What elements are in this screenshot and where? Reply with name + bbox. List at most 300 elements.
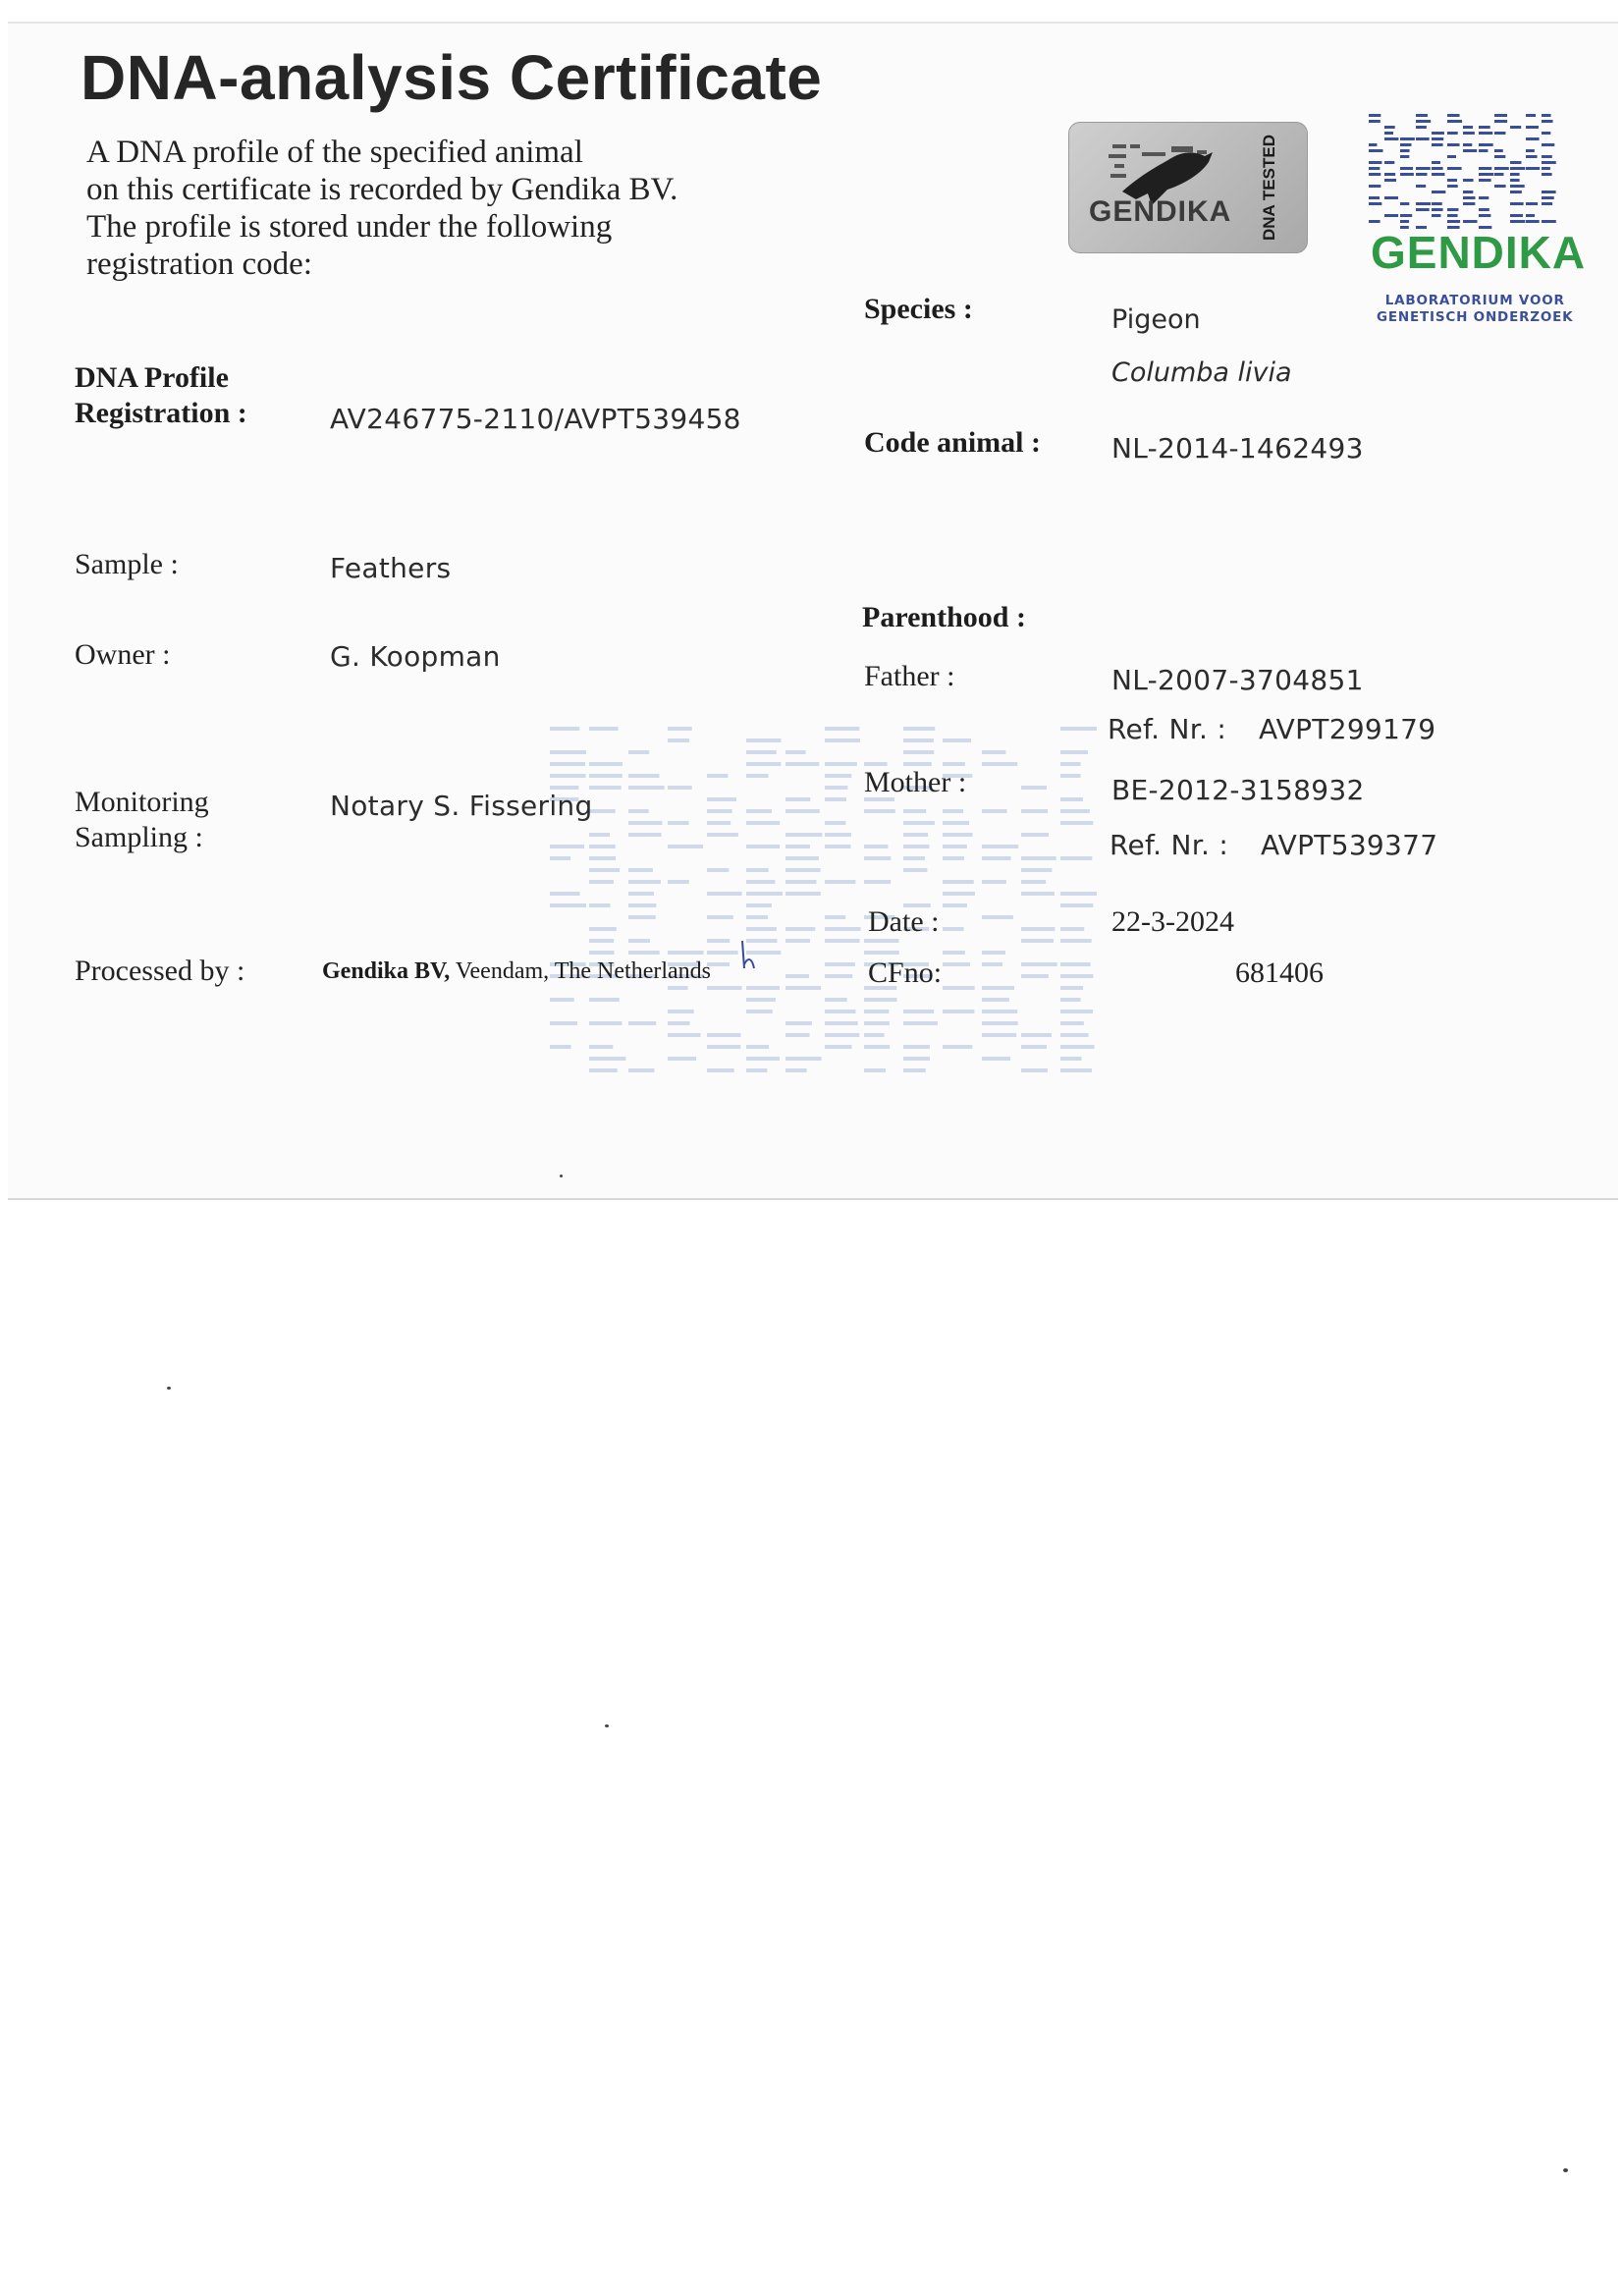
dash-mark <box>628 951 660 955</box>
dash-mark <box>1021 927 1055 931</box>
dash-mark <box>1542 143 1554 146</box>
species-latin: Columba livia <box>1111 357 1292 388</box>
dash-mark <box>825 738 860 742</box>
dash-mark <box>1400 155 1409 158</box>
dash-mark <box>1494 149 1503 152</box>
dash-mark <box>1510 126 1521 129</box>
dash-mark <box>589 927 617 931</box>
dash-mark <box>1432 208 1443 211</box>
dash-mark <box>628 821 662 825</box>
dash-mark <box>1021 786 1047 790</box>
dash-mark <box>668 1021 689 1025</box>
dash-mark <box>1400 167 1413 170</box>
dash-mark <box>943 833 973 837</box>
dash-mark <box>1060 939 1092 943</box>
dash-mark <box>1463 126 1473 129</box>
dash-mark <box>589 856 616 860</box>
dash-mark <box>1416 120 1431 123</box>
dash-mark <box>746 880 775 884</box>
dash-mark <box>1494 173 1503 176</box>
dash-mark <box>1432 167 1443 170</box>
intro-line: A DNA profile of the specified animal <box>86 135 583 170</box>
dash-mark <box>1526 126 1539 129</box>
dash-mark <box>1432 132 1444 135</box>
dash-mark <box>1447 220 1460 223</box>
father-value: NL-2007-3704851 <box>1111 664 1364 696</box>
dash-mark <box>1060 797 1083 801</box>
dash-mark <box>943 903 967 907</box>
dash-mark <box>1542 161 1556 164</box>
dash-mark <box>982 750 1005 754</box>
dash-mark <box>1384 173 1395 176</box>
dash-mark <box>825 1033 859 1037</box>
signature-mark <box>734 939 764 978</box>
dash-mark <box>903 1021 938 1025</box>
dash-mark <box>825 927 861 931</box>
dash-mark <box>1384 179 1396 182</box>
dash-mark <box>825 939 860 943</box>
dash-mark <box>943 951 965 955</box>
processed-label: Processed by : <box>75 955 245 987</box>
dash-mark <box>746 868 769 872</box>
dash-mark <box>1447 143 1460 146</box>
dash-mark <box>785 809 820 813</box>
dash-mark <box>707 1045 740 1049</box>
watermark-logo <box>550 727 1100 1080</box>
dash-mark <box>668 1057 696 1061</box>
dash-mark <box>1510 167 1525 170</box>
dash-mark <box>1060 1033 1088 1037</box>
dash-mark <box>982 986 1014 990</box>
dash-mark <box>1369 220 1380 223</box>
dash-mark <box>1510 220 1525 223</box>
dash-mark <box>1369 196 1380 199</box>
dash-mark <box>746 1057 780 1061</box>
dna-tested-sticker <box>1068 122 1308 253</box>
dash-mark <box>550 774 585 778</box>
dash-mark <box>1542 196 1554 199</box>
dash-mark <box>746 892 783 896</box>
intro-line: The profile is stored under the following <box>86 209 613 245</box>
dash-mark <box>550 845 584 848</box>
sticker-side-text: DNA TESTED <box>1260 135 1278 241</box>
dash-mark <box>1060 727 1097 731</box>
dash-mark <box>1479 143 1493 146</box>
dash-mark <box>1479 214 1490 217</box>
dash-mark <box>550 892 580 896</box>
dash-mark <box>1384 161 1394 164</box>
dash-mark <box>864 856 891 860</box>
dash-mark <box>864 1045 890 1049</box>
dash-mark <box>982 809 1007 813</box>
dash-mark <box>707 833 738 837</box>
dash-mark <box>1021 868 1052 872</box>
dash-mark <box>668 845 703 848</box>
dash-mark <box>903 727 935 731</box>
dash-mark <box>746 1068 767 1072</box>
dash-mark <box>785 833 822 837</box>
dash-mark <box>825 727 859 731</box>
dash-mark <box>707 797 736 801</box>
scan-speck <box>605 1724 609 1727</box>
dash-mark <box>1060 750 1088 754</box>
dash-mark <box>785 1068 807 1072</box>
monitoring-label-2: Sampling : <box>75 821 203 853</box>
dash-mark <box>589 762 623 766</box>
dash-mark <box>1526 202 1538 205</box>
dash-mark <box>825 880 855 884</box>
dash-mark <box>668 986 688 990</box>
dash-mark <box>1510 202 1524 205</box>
dash-mark <box>903 856 925 860</box>
dash-mark <box>1060 927 1084 931</box>
dash-mark <box>1060 892 1097 896</box>
cfno-value: 681406 <box>1235 957 1324 989</box>
father-ref-label: Ref. Nr. : <box>1108 713 1227 745</box>
mother-ref-label: Ref. Nr. : <box>1110 829 1229 861</box>
dash-mark <box>1060 986 1083 990</box>
dash-mark <box>1060 821 1093 825</box>
dash-mark <box>707 1068 734 1072</box>
mother-label: Mother : <box>864 766 967 798</box>
dash-mark <box>864 809 895 813</box>
dash-mark <box>903 1057 930 1061</box>
scan-speck <box>167 1387 171 1390</box>
dash-mark <box>1432 137 1443 140</box>
dash-mark <box>1447 132 1458 135</box>
dash-mark <box>903 821 935 825</box>
dash-mark <box>1416 208 1430 211</box>
dash-mark <box>825 786 847 790</box>
dash-mark <box>1526 167 1540 170</box>
dash-mark <box>589 727 618 731</box>
dash-mark <box>668 951 703 955</box>
dash-mark <box>785 797 810 801</box>
date-label: Date : <box>868 905 940 938</box>
dash-mark <box>589 868 620 872</box>
dash-mark <box>550 762 585 766</box>
dash-mark <box>707 821 731 825</box>
dash-mark <box>1369 202 1381 205</box>
dash-mark <box>903 845 930 848</box>
dash-mark <box>746 998 776 1002</box>
dash-mark <box>746 738 781 742</box>
dash-mark <box>864 939 899 943</box>
dash-mark <box>785 856 819 860</box>
dash-mark <box>785 939 810 943</box>
dash-mark <box>1432 161 1440 164</box>
dash-mark <box>825 1010 856 1013</box>
logo-sub-line: LABORATORIUM VOOR <box>1384 293 1565 308</box>
sample-label: Sample : <box>75 548 179 580</box>
scan-speck <box>560 1175 563 1177</box>
dash-mark <box>785 1033 809 1037</box>
dash-mark <box>1542 220 1556 223</box>
dash-mark <box>1526 149 1535 152</box>
dash-mark <box>589 880 614 884</box>
dash-mark <box>746 915 768 919</box>
dash-mark <box>903 809 926 813</box>
dash-mark <box>1463 149 1477 152</box>
dash-mark <box>1060 998 1080 1002</box>
dash-mark <box>943 821 969 825</box>
intro-text <box>86 134 677 283</box>
dash-mark <box>1416 137 1430 140</box>
dash-mark <box>943 1045 972 1049</box>
dash-mark <box>903 750 934 754</box>
dash-mark <box>589 1045 613 1049</box>
dash-mark <box>746 762 781 766</box>
intro-line: on this certificate is recorded by Gendika BV. <box>86 172 678 207</box>
dash-mark <box>707 939 730 943</box>
dash-mark <box>982 962 1002 966</box>
dash-mark <box>864 1010 889 1013</box>
dash-mark <box>1369 149 1382 152</box>
dash-mark <box>864 1068 886 1072</box>
dash-mark <box>982 915 1013 919</box>
code-animal-value: NL-2014-1462493 <box>1111 432 1364 465</box>
dash-mark <box>1400 220 1409 223</box>
dash-mark <box>1479 149 1488 152</box>
dash-mark <box>1494 185 1506 188</box>
dash-mark <box>668 880 689 884</box>
dash-mark <box>1416 126 1427 129</box>
dash-mark <box>943 927 963 931</box>
dash-mark <box>628 939 650 943</box>
dash-mark <box>982 1010 1017 1013</box>
dash-mark <box>1510 161 1521 164</box>
species-label: Species : <box>864 293 973 325</box>
dash-mark <box>1400 143 1411 146</box>
dash-mark <box>1479 179 1491 182</box>
dash-mark <box>707 892 742 896</box>
dash-mark <box>903 1068 926 1072</box>
dash-mark <box>589 939 614 943</box>
dash-mark <box>668 821 689 825</box>
dash-mark <box>1369 120 1380 123</box>
owner-label: Owner : <box>75 638 171 671</box>
dash-mark <box>943 856 964 860</box>
dash-mark <box>1416 173 1428 176</box>
dash-mark <box>1060 1057 1082 1061</box>
dash-mark <box>1021 1068 1048 1072</box>
dash-mark <box>982 762 1017 766</box>
dash-mark <box>943 986 975 990</box>
dash-mark <box>943 892 975 896</box>
dash-mark <box>1463 191 1473 193</box>
dash-mark <box>785 762 819 766</box>
dash-mark <box>1432 143 1443 146</box>
dash-mark <box>1447 120 1462 123</box>
dash-mark <box>864 880 891 884</box>
dash-mark <box>1060 774 1081 778</box>
dash-mark <box>1369 185 1380 188</box>
dash-mark <box>589 845 616 848</box>
dash-mark <box>707 915 733 919</box>
dash-mark <box>1479 132 1492 135</box>
dash-mark <box>1542 120 1553 123</box>
owner-value: G. Koopman <box>330 640 501 673</box>
species-value: Pigeon <box>1111 304 1201 335</box>
dash-mark <box>982 951 1005 955</box>
code-animal-label: Code animal : <box>864 426 1041 459</box>
dash-mark <box>1542 173 1552 176</box>
dash-mark <box>1060 962 1091 966</box>
dash-mark <box>825 821 845 825</box>
dash-mark <box>1021 833 1049 837</box>
dash-mark <box>785 750 806 754</box>
dash-mark <box>982 856 1011 860</box>
dash-mark <box>1494 132 1505 135</box>
scan-speck <box>1563 2168 1568 2172</box>
dash-mark <box>1369 143 1377 146</box>
processed-company: Gendika BV, <box>322 958 451 984</box>
dash-mark <box>1369 167 1380 170</box>
dash-mark <box>1479 167 1491 170</box>
cfno-label: CFno: <box>868 957 943 989</box>
dash-mark <box>1416 185 1426 188</box>
dash-mark <box>1060 1010 1093 1013</box>
dash-mark <box>982 1057 1010 1061</box>
dash-mark <box>628 880 661 884</box>
dash-mark <box>785 868 821 872</box>
mother-ref-value: AVPT539377 <box>1261 829 1438 861</box>
dash-mark <box>825 774 851 778</box>
dash-mark <box>1400 137 1415 140</box>
dash-mark <box>943 962 970 966</box>
dash-mark <box>1384 132 1393 135</box>
dash-mark <box>1021 1033 1052 1037</box>
dash-mark <box>1542 132 1550 135</box>
dash-mark <box>943 809 963 813</box>
dash-mark <box>903 738 934 742</box>
dash-mark <box>1447 114 1460 117</box>
dash-mark <box>1432 214 1440 217</box>
dash-mark <box>1447 155 1456 158</box>
dash-mark <box>825 1021 858 1025</box>
dash-mark <box>1542 155 1552 158</box>
dash-mark <box>825 762 857 766</box>
profile-label-1: DNA Profile <box>75 361 229 394</box>
dash-mark <box>903 1010 934 1013</box>
dash-mark <box>1479 208 1489 211</box>
dash-mark <box>1416 114 1428 117</box>
dash-mark <box>1060 856 1092 860</box>
dash-mark <box>1447 214 1458 217</box>
dash-mark <box>628 1068 654 1072</box>
dash-mark <box>1494 167 1509 170</box>
dash-mark <box>1463 202 1475 205</box>
dash-mark <box>1447 208 1458 211</box>
dash-mark <box>1400 214 1412 217</box>
dash-mark <box>1463 196 1476 199</box>
dash-mark <box>589 951 615 955</box>
dash-mark <box>1021 856 1056 860</box>
dash-mark <box>1447 179 1457 182</box>
dash-mark <box>1416 202 1431 205</box>
dash-mark <box>707 986 742 990</box>
dash-mark <box>1447 167 1462 170</box>
processed-value <box>322 958 711 985</box>
dash-mark <box>1432 202 1442 205</box>
dash-mark <box>903 868 927 872</box>
dash-mark <box>1542 202 1552 205</box>
dash-mark <box>746 809 772 813</box>
dash-mark <box>825 962 855 966</box>
dash-mark <box>746 927 777 931</box>
dash-mark <box>1369 161 1381 164</box>
dash-mark <box>1526 155 1538 158</box>
dash-mark <box>628 868 653 872</box>
dash-mark <box>668 786 692 790</box>
dash-mark <box>707 868 729 872</box>
dash-mark <box>668 727 692 731</box>
dash-mark <box>628 774 659 778</box>
gendika-logo-name: GENDIKA <box>1371 227 1587 278</box>
dash-mark <box>825 998 847 1002</box>
dash-mark <box>1463 179 1474 182</box>
dash-mark <box>1494 120 1507 123</box>
dash-mark <box>1400 202 1409 205</box>
dash-mark <box>1526 220 1540 223</box>
dash-mark <box>1060 1021 1084 1025</box>
dash-mark <box>628 915 656 919</box>
dash-mark <box>746 750 777 754</box>
dash-mark <box>746 821 780 825</box>
dash-mark <box>864 1021 890 1025</box>
dash-mark <box>550 903 586 907</box>
dash-mark <box>1021 880 1046 884</box>
dash-mark <box>903 833 928 837</box>
monitoring-label-1: Monitoring <box>75 786 209 818</box>
dash-mark <box>589 1057 625 1061</box>
dash-mark <box>1526 214 1535 217</box>
dash-mark <box>550 1021 577 1025</box>
profile-label-2: Registration : <box>75 397 247 429</box>
profile-registration-value: AV246775-2110/AVPT539458 <box>330 403 741 435</box>
dash-mark <box>864 998 897 1002</box>
dash-mark <box>1526 137 1540 140</box>
dash-mark <box>746 774 769 778</box>
dash-mark <box>628 809 649 813</box>
dash-mark <box>1510 179 1520 182</box>
dash-mark <box>785 974 809 978</box>
dash-mark <box>668 738 689 742</box>
dash-mark <box>1369 173 1380 176</box>
dash-mark <box>589 809 616 813</box>
dash-mark <box>668 1010 694 1013</box>
dash-mark <box>1510 173 1520 176</box>
processed-place: Veendam, The Netherlands <box>455 958 711 984</box>
intro-line: registration code: <box>86 246 313 282</box>
dash-mark <box>982 880 1006 884</box>
dash-mark <box>1432 173 1444 176</box>
dash-mark <box>864 845 888 848</box>
dash-mark <box>1384 196 1398 199</box>
dash-mark <box>707 951 738 955</box>
dash-mark <box>1479 196 1489 199</box>
dash-mark <box>628 892 654 896</box>
dash-mark <box>589 774 623 778</box>
dash-mark <box>943 1010 974 1013</box>
logo-sub-line: GENETISCH ONDERZOEK <box>1377 309 1574 325</box>
dash-mark <box>1400 173 1414 176</box>
dash-mark <box>550 1045 571 1049</box>
dash-mark <box>785 927 815 931</box>
dash-mark <box>1479 173 1493 176</box>
dash-mark <box>589 833 610 837</box>
dash-mark <box>1432 191 1445 193</box>
